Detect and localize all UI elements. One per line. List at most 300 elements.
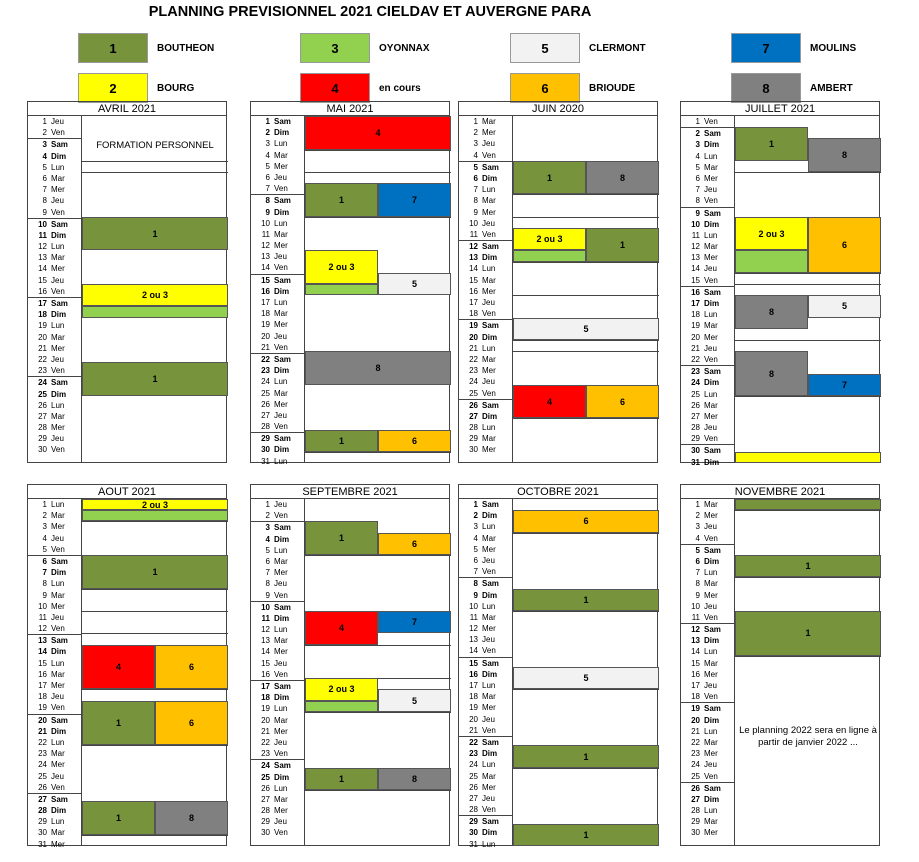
row-divider [513, 217, 659, 218]
day-row: 28 Mer [261, 806, 288, 816]
day-row: 14 Dim [38, 647, 67, 657]
month-1 [250, 101, 450, 466]
day-row: 25 Dim [261, 772, 290, 782]
day-row: 22 Sam [251, 353, 304, 365]
month-0 [27, 101, 227, 463]
event-block-1: 1 [305, 521, 378, 555]
day-row: 18 Ven [691, 692, 718, 702]
event-block-7: 7 [808, 374, 881, 396]
day-row: 3 Jeu [473, 139, 495, 149]
day-row: 30 Mer [691, 828, 718, 838]
day-row: 3 Sam [28, 138, 81, 150]
event-block-3 [305, 701, 378, 712]
day-row: 19 Ven [38, 703, 65, 713]
day-row: 24 Mer [38, 760, 65, 770]
day-row: 8 Sam [251, 194, 304, 206]
row-divider [513, 689, 659, 690]
day-row: 11 Dim [261, 613, 290, 623]
day-row: 18 Dim [261, 693, 290, 703]
event-block-1: 1 [82, 555, 228, 589]
day-list [681, 499, 735, 846]
day-row: 1 Mar [473, 117, 496, 126]
day-row: 27 Mar [261, 794, 288, 804]
row-divider [82, 521, 228, 522]
day-row: 12 Lun [38, 242, 65, 252]
legend-swatch-8: 8 [731, 73, 801, 103]
day-row: 12 Lun [261, 625, 288, 635]
row-divider [513, 340, 659, 341]
legend-swatch-6: 6 [510, 73, 580, 103]
row-divider [82, 611, 228, 612]
day-row: 29 Sam [251, 432, 304, 444]
day-row: 16 Sam [681, 286, 734, 298]
day-row: 8 Jeu [42, 196, 64, 206]
day-row: 30 Sam [681, 444, 734, 456]
event-block-5: 5 [378, 689, 451, 711]
event-block-1 [735, 499, 881, 510]
day-row: 29 Mar [691, 817, 718, 827]
event-block-1: 1 [305, 768, 378, 790]
event-block-1: 1 [735, 127, 808, 161]
day-row: 11 Lun [691, 230, 718, 240]
day-row: 27 Sam [28, 793, 81, 805]
day-row: 20 Jeu [469, 714, 495, 724]
day-row: 21 Ven [261, 342, 288, 352]
event-block-1: 1 [513, 161, 586, 195]
event-block-2: 2 ou 3 [82, 499, 228, 510]
day-row: 28 Lun [469, 423, 496, 433]
day-row: 6 Jeu [473, 555, 495, 565]
day-row: 15 Jeu [38, 275, 64, 285]
legend-label-3: OYONNAX [379, 43, 430, 54]
day-row: 18 Mar [469, 692, 496, 702]
day-row: 26 Mar [691, 400, 718, 410]
month-2 [458, 101, 658, 463]
day-row: 17 Mer [38, 681, 65, 690]
day-row: 16 Ven [261, 669, 288, 679]
day-row: 12 Mer [469, 624, 496, 634]
day-row: 13 Sam [28, 634, 81, 646]
day-row: 11 Dim [38, 230, 67, 240]
day-row: 1 Jeu [42, 117, 64, 126]
event-block-6: 6 [155, 701, 228, 746]
day-row: 12 Sam [459, 240, 512, 252]
day-row: 21 Lun [469, 343, 496, 353]
day-row: 23 Mar [38, 749, 65, 759]
day-row: 31 Lun [469, 839, 496, 849]
day-row: 3 Lun [265, 139, 288, 149]
day-row: 14 Lun [469, 264, 496, 274]
day-list [251, 116, 305, 466]
day-row: 20 Sam [28, 714, 81, 726]
day-row: 23 Ven [38, 366, 65, 376]
day-row: 29 Ven [691, 434, 718, 444]
day-row: 1 Ven [695, 117, 718, 126]
event-block-1: 1 [513, 824, 659, 846]
day-row: 29 Sam [459, 815, 512, 827]
legend-label-8: AMBERT [810, 83, 853, 94]
day-row: 13 Mar [38, 253, 65, 263]
day-row: 21 Mer [38, 343, 65, 353]
day-row: 7 Jeu [695, 185, 717, 195]
event-block-6: 6 [513, 510, 659, 532]
day-row: 11 Mar [469, 612, 496, 622]
day-row: 10 Sam [251, 601, 304, 613]
day-row: 17 Sam [251, 680, 304, 692]
day-row: 19 Lun [261, 704, 288, 714]
day-row: 15 Mar [691, 658, 718, 668]
day-row: 6 Dim [695, 556, 720, 566]
day-list [459, 116, 513, 463]
day-row: 26 Mer [261, 399, 288, 409]
event-block-2: 2 ou 3 [305, 250, 378, 284]
day-row: 10 Jeu [469, 218, 495, 228]
day-row: 17 Dim [691, 299, 720, 308]
day-row: 13 Dim [691, 636, 720, 646]
day-row: 6 Mer [695, 173, 718, 183]
day-row: 17 Sam [28, 297, 81, 309]
day-row: 3 Sam [251, 521, 304, 533]
day-row: 15 Ven [691, 275, 718, 285]
day-row: 16 Mer [469, 286, 496, 296]
event-block-6: 6 [586, 385, 659, 419]
day-row: 24 Jeu [691, 760, 717, 770]
day-row: 2 Ven [265, 511, 288, 521]
day-row: 25 Dim [38, 389, 67, 399]
event-block-7: 7 [378, 611, 451, 633]
event-block-5: 5 [808, 295, 881, 317]
day-row: 20 Mer [691, 332, 718, 342]
legend-swatch-5: 5 [510, 33, 580, 63]
day-row: 4 Lun [695, 151, 718, 161]
day-row: 14 Mer [261, 647, 288, 657]
row-divider [82, 161, 228, 162]
event-block-6: 6 [378, 430, 451, 452]
event-block-5: 5 [513, 318, 659, 340]
row-divider [305, 712, 451, 713]
day-row: 1 Sam [265, 117, 291, 126]
day-row: 31 Dim [691, 457, 720, 467]
note-text: Le planning 2022 sera en ligne à partir de janvier 2022 ... [739, 725, 877, 748]
day-row: 11 Jeu [38, 612, 64, 622]
day-row: 18 Ven [469, 309, 496, 319]
legend-label-4: en cours [379, 83, 421, 94]
event-block-1: 1 [735, 555, 881, 577]
day-row: 7 Ven [265, 184, 288, 194]
day-row: 18 Mar [261, 309, 288, 319]
legend-swatch-7: 7 [731, 33, 801, 63]
day-row: 26 Mer [469, 782, 496, 792]
day-row: 24 Sam [28, 376, 81, 388]
day-row: 25 Ven [469, 388, 496, 398]
day-row: 6 Sam [28, 555, 81, 567]
day-row: 2 Sam [681, 127, 734, 139]
legend-label-6: BRIOUDE [589, 83, 636, 94]
row-divider [305, 555, 451, 556]
day-row: 21 Ven [469, 725, 496, 735]
row-divider [82, 633, 228, 634]
event-block-1: 1 [82, 362, 228, 396]
day-row: 17 Lun [469, 681, 496, 690]
event-block-1: 1 [305, 430, 378, 452]
day-row: 8 Ven [695, 196, 718, 206]
day-row: 3 Lun [473, 522, 496, 532]
day-row: 22 Ven [691, 354, 718, 364]
day-row: 3 Dim [695, 140, 720, 150]
day-row: 29 Jeu [261, 817, 287, 827]
day-row: 28 Ven [469, 805, 496, 815]
day-row: 2 Dim [265, 128, 290, 138]
day-row: 22 Jeu [261, 737, 287, 747]
day-row: 14 Jeu [691, 264, 717, 274]
day-row: 13 Dim [469, 253, 498, 263]
day-row: 24 Dim [691, 378, 720, 388]
day-list [681, 116, 735, 467]
day-row: 15 Sam [251, 274, 304, 286]
row-divider [735, 656, 881, 657]
day-row: 12 Mer [261, 241, 288, 251]
day-row: 9 Sam [681, 207, 734, 219]
day-row: 23 Dim [261, 366, 290, 376]
day-row: 8 Lun [42, 579, 65, 589]
day-row: 15 Jeu [261, 658, 287, 668]
row-divider [513, 533, 659, 534]
day-row: 4 Mar [473, 533, 496, 543]
event-block-2: 2 ou 3 [513, 228, 586, 250]
day-row: 30 Dim [469, 828, 498, 838]
day-row: 7 Lun [695, 568, 718, 578]
day-row: 7 Lun [473, 185, 496, 195]
day-row: 25 Mar [261, 388, 288, 398]
day-row: 8 Mar [695, 579, 718, 589]
day-row: 18 Dim [38, 310, 67, 320]
row-divider [513, 611, 659, 612]
day-row: 14 Ven [261, 263, 288, 273]
row-divider [82, 589, 228, 590]
event-block-1: 1 [513, 745, 659, 767]
day-row: 22 Mar [691, 737, 718, 747]
day-row: 7 Ven [473, 567, 496, 577]
event-block-1: 1 [82, 217, 228, 251]
day-row: 12 Sam [681, 623, 734, 635]
day-row: 17 Jeu [691, 681, 717, 690]
legend-swatch-1: 1 [78, 33, 148, 63]
event-block-3 [82, 306, 228, 317]
page-title: PLANNING PREVISIONNEL 2021 CIELDAV ET AUVERGNE PARA [148, 4, 592, 20]
event-block-1: 1 [82, 801, 155, 835]
day-row: 26 Sam [459, 399, 512, 411]
legend-label-5: CLERMONT [589, 43, 646, 54]
day-row: 10 Lun [261, 218, 288, 228]
row-divider [305, 790, 451, 791]
event-block-1: 1 [82, 701, 155, 746]
day-row: 23 Mer [691, 749, 718, 759]
day-row: 9 Ven [265, 590, 288, 600]
day-row: 26 Ven [38, 782, 65, 792]
event-block-7: 7 [378, 183, 451, 217]
day-row: 9 Dim [265, 207, 290, 217]
day-row: 19 Lun [38, 321, 65, 331]
event-block-3 [735, 250, 808, 272]
day-row: 29 Lun [38, 817, 65, 827]
day-list [28, 499, 82, 849]
day-row: 7 Dim [42, 568, 67, 578]
day-row: 2 Mar [42, 511, 65, 521]
day-row: 13 Mer [691, 253, 718, 263]
day-row: 28 Jeu [691, 423, 717, 433]
day-row: 2 Dim [473, 511, 498, 521]
day-row: 22 Jeu [38, 354, 64, 364]
day-row: 9 Dim [473, 590, 498, 600]
month-title: OCTOBRE 2021 [459, 485, 657, 499]
event-block-4: 4 [305, 611, 378, 645]
event-block-1: 1 [513, 589, 659, 611]
event-block-8: 8 [378, 768, 451, 790]
day-row: 19 Sam [681, 702, 734, 714]
day-list [28, 116, 82, 463]
event-block-1: 1 [735, 611, 881, 656]
day-row: 16 Dim [261, 286, 290, 296]
day-row: 13 Jeu [261, 252, 287, 262]
day-row: 2 Ven [42, 128, 65, 138]
day-row: 17 Jeu [469, 298, 495, 307]
day-row: 4 Ven [695, 533, 718, 543]
day-row: 20 Jeu [261, 331, 287, 341]
row-divider [513, 194, 659, 195]
day-row: 6 Mar [265, 556, 288, 566]
event-block-8: 8 [735, 351, 808, 396]
day-row: 20 Mar [38, 332, 65, 342]
row-divider [82, 835, 228, 836]
day-row: 26 Lun [38, 400, 65, 410]
row-divider [305, 217, 451, 218]
event-block-6: 6 [808, 217, 881, 273]
day-row: 27 Dim [691, 794, 720, 804]
row-divider [735, 510, 881, 511]
day-row: 10 Dim [691, 219, 720, 229]
day-row: 24 Lun [261, 377, 288, 387]
event-block-2: 2 ou 3 [82, 284, 228, 306]
day-row: 11 Ven [691, 612, 718, 622]
day-row: 8 Mar [473, 196, 496, 206]
row-divider [513, 768, 659, 769]
day-row: 30 Mar [38, 828, 65, 838]
event-block-2: 2 ou 3 [735, 217, 808, 251]
day-row: 22 Sam [459, 736, 512, 748]
day-row: 31 Lun [261, 456, 288, 466]
day-row: 10 Lun [469, 601, 496, 611]
day-row: 25 Mar [469, 771, 496, 781]
day-row: 5 Lun [42, 162, 65, 172]
day-row: 28 Dim [38, 806, 67, 816]
day-row: 25 Ven [691, 771, 718, 781]
day-list [251, 499, 305, 846]
event-block-8: 8 [586, 161, 659, 195]
month-title: AVRIL 2021 [28, 102, 226, 116]
day-row: 1 Jeu [265, 500, 287, 509]
day-row: 4 Ven [473, 150, 496, 160]
day-row: 1 Lun [42, 500, 65, 509]
day-row: 14 Ven [469, 646, 496, 656]
day-row: 28 Lun [691, 806, 718, 816]
day-row: 19 Mer [469, 703, 496, 713]
day-row: 9 Mar [42, 590, 65, 600]
day-row: 11 Mar [261, 229, 288, 239]
row-divider [513, 295, 659, 296]
day-row: 5 Mer [473, 544, 496, 554]
day-row: 24 Sam [251, 759, 304, 771]
day-row: 26 Sam [681, 782, 734, 794]
row-divider [513, 351, 659, 352]
day-row: 28 Mer [38, 423, 65, 433]
month-5 [250, 484, 450, 846]
day-row: 9 Mer [695, 590, 718, 600]
day-row: 20 Dim [691, 715, 720, 725]
row-divider [735, 172, 881, 173]
day-list [459, 499, 513, 849]
day-row: 1 Sam [473, 500, 499, 509]
month-title: NOVEMBRE 2021 [681, 485, 879, 499]
event-block-2 [735, 452, 881, 463]
row-divider [735, 273, 881, 274]
day-row: 4 Dim [265, 534, 290, 544]
day-row: 3 Mer [42, 522, 65, 532]
day-row: 27 Mar [38, 411, 65, 421]
month-6 [458, 484, 658, 849]
day-row: 30 Dim [261, 445, 290, 455]
event-block-3 [82, 510, 228, 521]
day-row: 7 Mer [265, 568, 288, 578]
row-divider [513, 418, 659, 419]
event-block-1: 1 [305, 183, 378, 217]
day-row: 2 Mer [695, 511, 718, 521]
day-row: 9 Mer [473, 207, 496, 217]
row-divider [735, 340, 881, 341]
day-row: 12 Mar [691, 242, 718, 252]
day-row: 18 Jeu [38, 692, 64, 702]
row-divider [513, 262, 659, 263]
day-row: 14 Lun [691, 647, 718, 657]
row-divider [735, 284, 881, 285]
day-row: 12 Ven [38, 624, 65, 634]
day-row: 6 Mar [42, 173, 65, 183]
day-row: 5 Ven [42, 544, 65, 554]
day-row: 25 Lun [691, 389, 718, 399]
month-4 [27, 484, 227, 849]
event-block-6: 6 [155, 645, 228, 690]
day-row: 23 Dim [469, 749, 498, 759]
day-row: 4 Dim [42, 151, 67, 161]
day-row: 28 Ven [261, 422, 288, 432]
month-7 [680, 484, 880, 846]
day-row: 6 Dim [473, 173, 498, 183]
day-row: 15 Lun [38, 658, 65, 668]
day-row: 21 Mer [261, 726, 288, 736]
row-divider [82, 745, 228, 746]
row-divider [735, 577, 881, 578]
legend-swatch-2: 2 [78, 73, 148, 103]
legend-label-2: BOURG [157, 83, 195, 94]
day-row: 23 Sam [681, 365, 734, 377]
day-row: 29 Jeu [38, 434, 64, 444]
event-block-5: 5 [378, 273, 451, 295]
day-row: 10 Sam [28, 218, 81, 230]
day-row: 8 Jeu [265, 579, 287, 589]
day-row: 31 Mer [38, 839, 65, 849]
day-row: 30 Ven [261, 828, 288, 838]
day-row: 19 Mer [261, 320, 288, 330]
row-divider [735, 396, 881, 397]
